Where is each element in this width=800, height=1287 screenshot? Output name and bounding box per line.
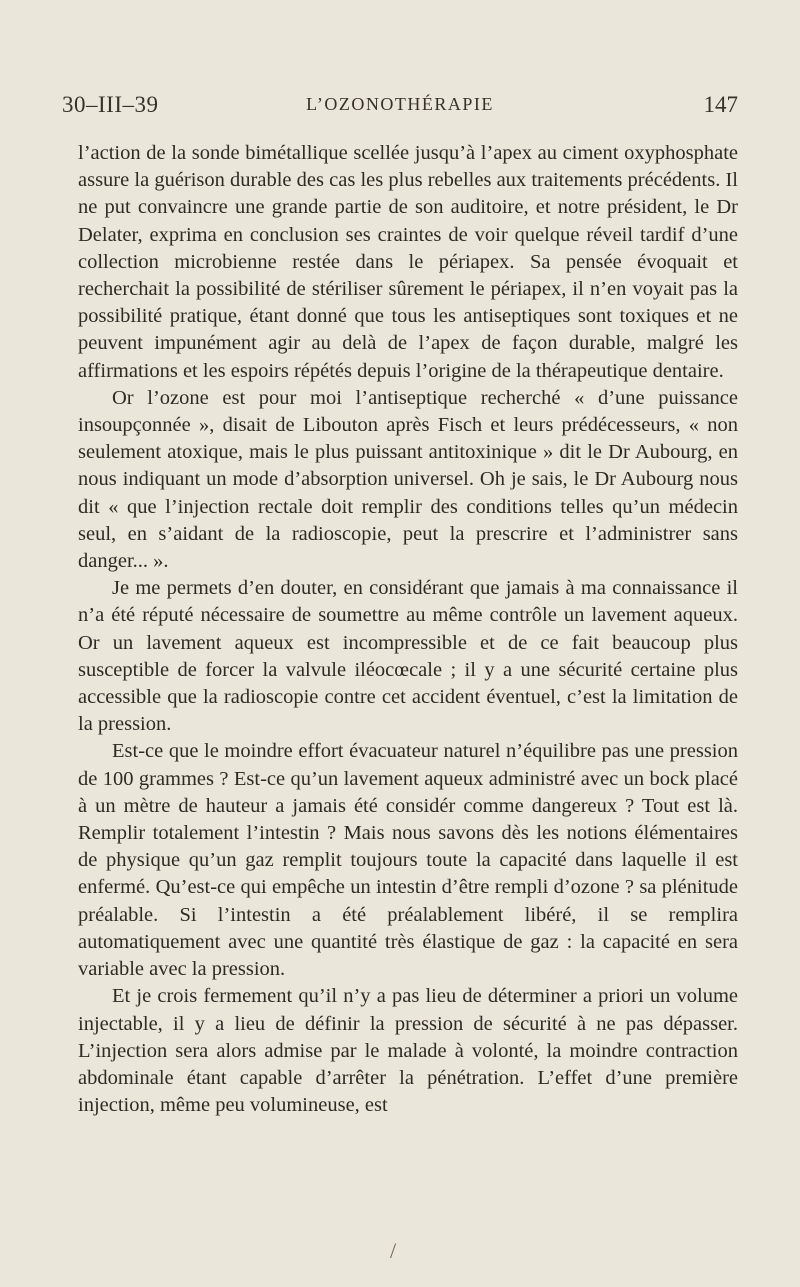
page-number: 147 (703, 92, 738, 117)
paragraph-3: Je me permets d’en douter, en considérant que jamais à ma connaissance il n’a été réputé nécessaire de soumettre au même contrôle un lavement aqueux. Or un lavement aqueux est incompressible et de ce fait beaucoup plus susceptible de forcer la valvule iléocœcale ; il y a une sécurité certaine plus accessible que la radioscopie contre cet accident éventuel, c’est la limitation de la pression. (78, 577, 738, 736)
paragraph-1: l’action de la sonde bimétallique scellée jusqu’à l’apex au ciment oxyphosphate assure la guérison durable des cas les plus rebelles aux traitements précédents. Il ne put convaincre une grande partie de son auditoire, et notre président, le Dr Delater, exprima en conclusion ses craintes de voir quelque réveil tardif d’une collection microbienne restée dans le périapex. Sa pensée évoquait et recherchait la possibilité de stériliser sûrement le périapex, il n’en voyait pas la possibilité pratique, étant donné que tous les antiseptiques sont toxiques et ne peuvent impunément agir au delà de l’apex de façon durable, malgré les affirmations et les espoirs répétés depuis l’origine de la thérapeutique dentaire. (78, 142, 738, 382)
paragraph-2: Or l’ozone est pour moi l’antiseptique recherché « d’une puissance insoupçonnée », disait de Libouton après Fisch et leurs prédécesseurs, « non seulement atoxique, mais le plus puissant antitoxinique » dit le Dr Aubourg, en nous indiquant un mode d’absorption universel. Oh je sais, le Dr Aubourg nous dit « que l’injection rectale doit remplir des conditions telles qu’un médecin seul, en s’aidant de la radioscopie, peut la prescrire et l’administrer sans danger... ». (78, 386, 738, 573)
paragraph-5: Et je crois fermement qu’il n’y a pas lieu de déterminer a priori un volume injectable, il y a lieu de définir la pression de sécurité à ne pas dépasser. L’injection sera alors admise par le malade à volonté, la moindre contraction abdominale étant capable d’arrêter la pénétration. L’effet d’une première injection, même peu volumineuse, est (78, 985, 738, 1117)
footer-mark: / (390, 1238, 397, 1263)
header-title: L’OZONOTHÉRAPIE (306, 94, 494, 114)
body-text (78, 140, 738, 1119)
running-header (62, 92, 738, 124)
paragraph-4: Est-ce que le moindre effort évacuateur naturel n’équilibre pas une pression de 100 grammes ? Est-ce qu’un lavement aqueux administré avec un bock placé à un mètre de hauteur a jamais été considér comme dangereux ? Tout est là. Remplir totalement l’intestin ? Mais nous savons dès les notions élémentaires de physique qu’un gaz remplit toujours toute la capacité dans laquelle il est enfermé. Qu’est-ce qui empêche un intestin d’être rempli d’ozone ? sa plénitude préalable. Si l’intestin a été préalablement libéré, il se remplira automatiquement avec une quantité très élastique de gaz : la capacité en sera variable avec la pression. (78, 740, 738, 981)
header-date: 30–III–39 (62, 92, 159, 117)
